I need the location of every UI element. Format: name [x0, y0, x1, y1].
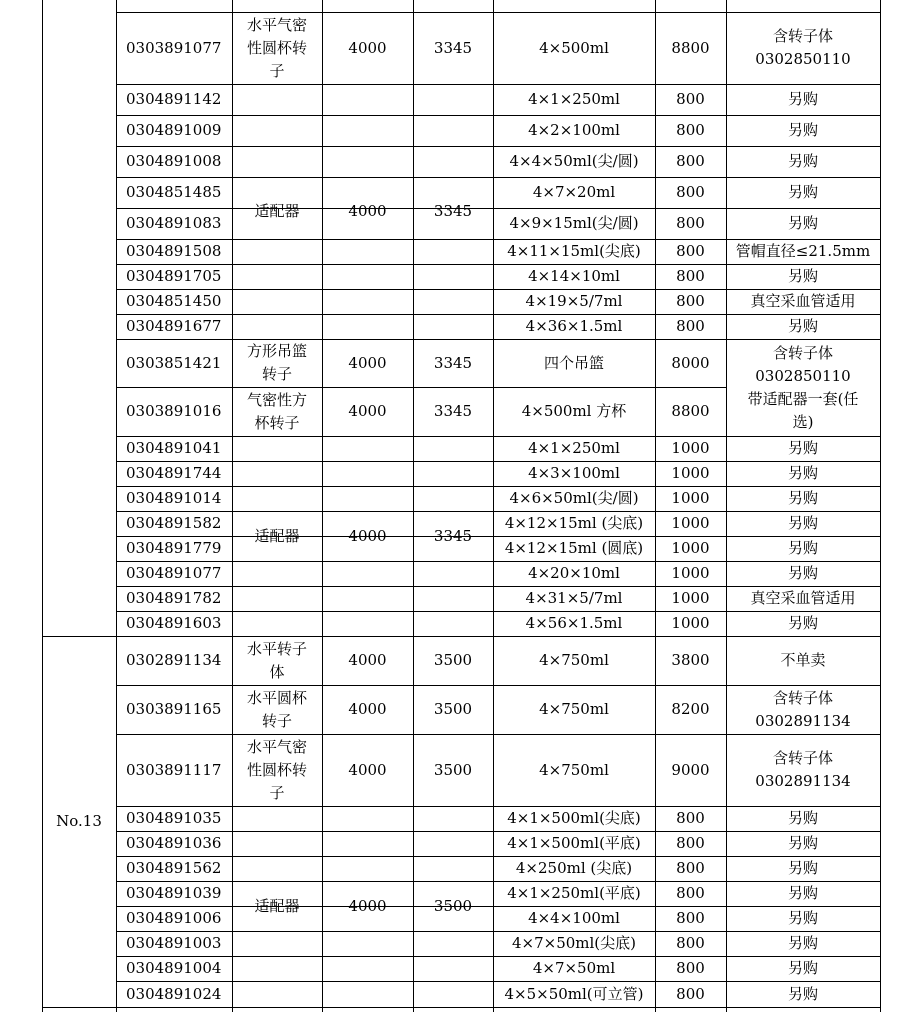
part-number: 0304891562	[126, 859, 222, 877]
price: 1000	[671, 514, 710, 532]
rotor-type: 水平气密 性圆杯转 子	[246, 15, 307, 80]
price: 1000	[671, 539, 710, 557]
part-number: 0304891083	[126, 214, 222, 232]
capacity: 4×20×10ml	[528, 564, 620, 582]
capacity: 4×1×500ml(平底)	[507, 834, 641, 852]
price: 800	[676, 90, 705, 108]
price: 800	[676, 934, 705, 952]
part-number: 0304891039	[126, 884, 222, 902]
capacity: 四个吊篮	[543, 353, 604, 372]
grid-line-v	[655, 0, 656, 1012]
grid-line-h	[116, 1007, 881, 1008]
price: 800	[676, 984, 705, 1003]
rotor-type: 方形吊篮 转子	[246, 342, 307, 383]
max-rcf: 3500	[433, 651, 473, 669]
max-rcf: 3345	[433, 38, 473, 57]
capacity: 4×12×15ml (尖底)	[504, 514, 644, 532]
grid-line-v	[42, 0, 43, 1012]
max-speed: 4000	[348, 651, 387, 669]
note: 另购	[787, 834, 818, 852]
price: 800	[676, 183, 705, 201]
capacity: 4×31×5/7ml	[525, 589, 623, 607]
part-number: 0304891582	[126, 514, 222, 532]
price: 800	[676, 909, 705, 927]
part-number: 0304891603	[126, 614, 222, 632]
note: 另购	[787, 317, 818, 335]
rotor-type: 水平气密 性圆杯转 子	[246, 737, 307, 802]
capacity: 4×5×50ml(可立管)	[504, 984, 644, 1003]
price: 1000	[671, 464, 710, 482]
max-speed: 4000	[348, 700, 387, 718]
capacity: 4×14×10ml	[528, 267, 620, 285]
max-rcf: 3345	[433, 402, 473, 420]
part-number: 0304891508	[126, 242, 222, 260]
capacity: 4×250ml (尖底)	[515, 859, 633, 877]
max-rcf: 3500	[433, 760, 473, 779]
note: 另购	[787, 984, 818, 1003]
price: 1000	[671, 589, 710, 607]
part-number: 0304891003	[126, 934, 222, 952]
note: 另购	[787, 214, 818, 232]
part-number: 0304851485	[126, 183, 222, 201]
note: 含转子体 0302891134	[755, 749, 851, 790]
price: 800	[676, 121, 705, 139]
price: 1000	[671, 439, 710, 457]
rotor-type: 气密性方 杯转子	[246, 390, 307, 432]
price: 800	[676, 809, 705, 827]
rotor-type: 水平转子 体	[246, 639, 307, 681]
part-number: 0304891677	[126, 317, 222, 335]
price: 800	[676, 292, 705, 310]
part-number: 0304891782	[126, 589, 222, 607]
capacity: 4×12×15ml (圆底)	[504, 539, 644, 557]
note: 另购	[787, 809, 818, 827]
part-number: 0304891004	[126, 959, 222, 977]
max-speed: 4000	[348, 760, 387, 779]
model-number: No.13	[56, 812, 102, 830]
capacity: 4×750ml	[539, 700, 609, 718]
capacity: 4×2×100ml	[528, 121, 620, 139]
price: 800	[676, 152, 705, 170]
capacity: 4×19×5/7ml	[525, 292, 623, 310]
capacity: 4×9×15ml(尖/圆)	[509, 214, 639, 232]
max-speed: 4000	[348, 202, 387, 220]
price: 800	[676, 317, 705, 335]
max-speed: 4000	[348, 897, 387, 915]
note: 管帽直径≤21.5mm	[735, 242, 871, 260]
part-number: 0302891134	[126, 651, 222, 669]
note: 不单卖	[780, 651, 826, 669]
grid-line-v	[880, 0, 881, 1012]
capacity: 4×11×15ml(尖底)	[507, 242, 641, 260]
capacity: 4×1×250ml(平底)	[507, 884, 641, 902]
part-number: 0304891041	[126, 439, 222, 457]
note-shared: 含转子体 0302850110 带适配器一套(任 选)	[747, 343, 859, 431]
price: 9000	[671, 760, 710, 779]
part-number: 0304891008	[126, 152, 222, 170]
max-rcf: 3345	[433, 202, 473, 220]
note: 另购	[787, 614, 818, 632]
capacity: 4×1×250ml	[528, 439, 620, 457]
note: 另购	[787, 489, 818, 507]
note: 另购	[787, 934, 818, 952]
capacity: 4×4×100ml	[528, 909, 620, 927]
capacity: 4×3×100ml	[528, 464, 620, 482]
grid-line-v	[726, 0, 727, 1012]
price: 8800	[671, 402, 710, 420]
capacity: 4×7×50ml(尖底)	[511, 934, 637, 952]
note: 另购	[787, 909, 818, 927]
capacity: 4×6×50ml(尖/圆)	[509, 489, 639, 507]
price: 800	[676, 859, 705, 877]
rotor-type: 适配器	[254, 526, 300, 545]
capacity: 4×750ml	[539, 651, 609, 669]
note: 另购	[787, 959, 818, 977]
max-speed: 4000	[348, 353, 387, 372]
part-number: 0304891036	[126, 834, 222, 852]
note: 另购	[787, 90, 818, 108]
note: 另购	[787, 267, 818, 285]
capacity: 4×7×50ml	[532, 959, 616, 977]
capacity: 4×500ml	[539, 38, 609, 57]
part-number: 0304851450	[126, 292, 222, 310]
note: 另购	[787, 514, 818, 532]
part-number: 0304891744	[126, 464, 222, 482]
part-number: 0304891014	[126, 489, 222, 507]
part-number: 0304891024	[126, 984, 222, 1003]
price: 800	[676, 267, 705, 285]
price: 800	[676, 214, 705, 232]
part-number: 0304891077	[126, 564, 222, 582]
grid-line-v	[493, 0, 494, 1012]
note: 另购	[787, 884, 818, 902]
note: 含转子体 0302850110	[755, 27, 851, 68]
part-number: 0303891016	[126, 402, 222, 420]
note: 另购	[787, 859, 818, 877]
rotor-type: 适配器	[254, 202, 300, 220]
note: 另购	[787, 539, 818, 557]
part-number: 0304891009	[126, 121, 222, 139]
capacity: 4×56×1.5ml	[525, 614, 623, 632]
part-number: 0304891705	[126, 267, 222, 285]
price: 800	[676, 834, 705, 852]
capacity: 4×750ml	[539, 760, 609, 779]
price: 8800	[671, 38, 710, 57]
price: 8000	[671, 353, 710, 372]
note: 真空采血管适用	[750, 292, 856, 310]
price: 800	[676, 959, 705, 977]
note: 含转子体 0302891134	[755, 688, 851, 730]
price: 800	[676, 242, 705, 260]
note: 另购	[787, 464, 818, 482]
grid-line-v	[232, 0, 233, 1012]
price: 800	[676, 884, 705, 902]
part-number: 0304891035	[126, 809, 222, 827]
note: 另购	[787, 439, 818, 457]
note: 另购	[787, 183, 818, 201]
part-number: 0303851421	[126, 353, 222, 372]
part-number: 0304891779	[126, 539, 222, 557]
grid-line-v	[413, 0, 414, 1012]
grid-line-v	[322, 0, 323, 1012]
part-number: 0303891117	[126, 760, 222, 779]
rotor-type: 适配器	[254, 897, 300, 915]
price: 8200	[671, 700, 710, 718]
price: 1000	[671, 614, 710, 632]
grid-line-h	[116, 12, 881, 13]
price: 1000	[671, 489, 710, 507]
price: 3800	[671, 651, 710, 669]
part-number: 0303891077	[126, 38, 222, 57]
capacity: 4×36×1.5ml	[525, 317, 623, 335]
max-rcf: 3345	[433, 353, 473, 372]
capacity: 4×1×250ml	[528, 90, 620, 108]
max-rcf: 3500	[433, 897, 473, 915]
note: 另购	[787, 152, 818, 170]
max-speed: 4000	[348, 526, 387, 545]
model-number	[42, 12, 116, 636]
note: 另购	[787, 564, 818, 582]
max-rcf: 3345	[433, 526, 473, 545]
capacity: 4×4×50ml(尖/圆)	[509, 152, 639, 170]
capacity: 4×500ml 方杯	[521, 402, 627, 420]
part-number: 0304891006	[126, 909, 222, 927]
note: 另购	[787, 121, 818, 139]
grid-line-v	[116, 0, 117, 1012]
note: 真空采血管适用	[750, 589, 856, 607]
part-number: 0303891165	[126, 700, 222, 718]
capacity: 4×1×500ml(尖底)	[507, 809, 641, 827]
max-rcf: 3500	[433, 700, 473, 718]
part-number: 0304891142	[126, 90, 222, 108]
max-speed: 4000	[348, 402, 387, 420]
rotor-type: 水平圆杯 转子	[246, 688, 307, 730]
price: 1000	[671, 564, 710, 582]
grid-line-h	[42, 1007, 117, 1008]
max-speed: 4000	[348, 38, 387, 57]
capacity: 4×7×20ml	[532, 183, 616, 201]
